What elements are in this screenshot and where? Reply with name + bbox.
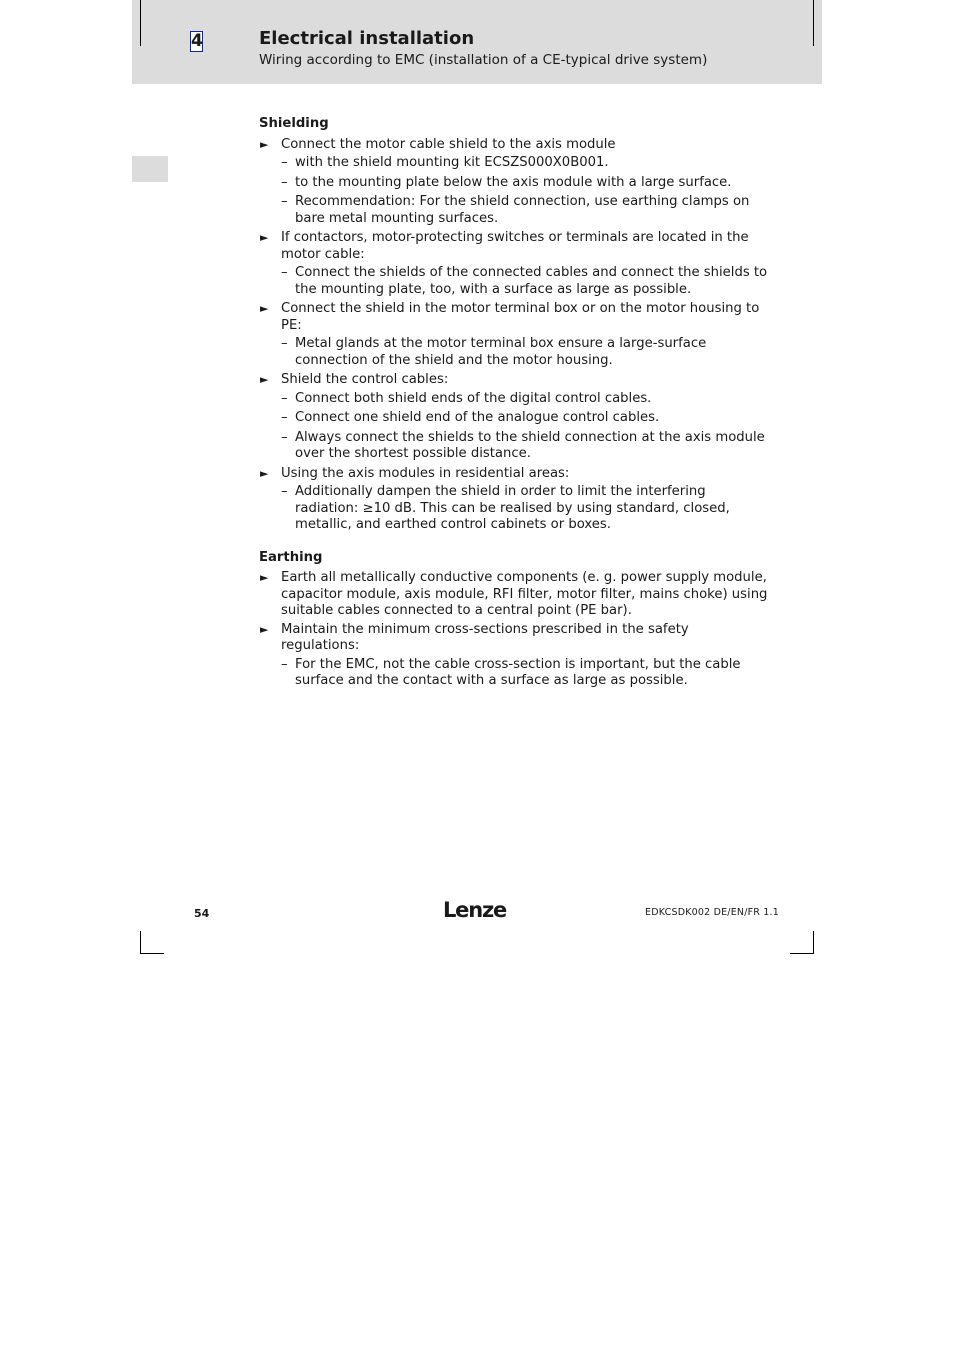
sub-item-text: Always connect the shields to the shield connection at the axis module over the shortest possible distance. [295, 429, 765, 461]
right-triangle-arrow-icon: ► [260, 622, 269, 636]
dash-icon: – [281, 410, 288, 425]
right-triangle-arrow-icon: ► [260, 231, 269, 244]
sub-list-item [281, 410, 769, 427]
sub-list-item [281, 175, 769, 192]
sub-list-item [281, 155, 769, 172]
sub-list [281, 657, 769, 690]
crop-mark-bottom-left-v [140, 931, 141, 954]
crop-mark-bottom-left-h [140, 953, 164, 954]
page-number: 54 [194, 907, 210, 920]
right-triangle-arrow-icon: ► [260, 466, 269, 480]
sub-item-text: Additionally dampen the shield in order to limit the interfering radiation: ≥10 dB. This can be realised by using standard, closed, metallic, and earthed control cabinets or boxes. [295, 484, 730, 532]
crop-mark-bottom-right-h [790, 953, 814, 954]
bullet-list [259, 570, 769, 690]
sub-item-text: Connect both shield ends of the digital control cables. [295, 390, 652, 406]
list-item-text: Connect the motor cable shield to the axis module [281, 136, 616, 152]
sub-list-item [281, 391, 769, 408]
sub-list [281, 155, 769, 227]
document-id: EDKCSDK002 DE/EN/FR 1.1 [645, 907, 780, 918]
sub-item-text: Recommendation: For the shield connection, use earthing clamps on bare metal mounting surfaces. [295, 194, 750, 226]
list-item-text: Using the axis modules in residential areas: [281, 465, 570, 481]
sub-list [281, 484, 769, 534]
header-band [132, 0, 822, 84]
list-item-text: Connect the shield in the motor terminal box or on the motor housing to PE: [281, 301, 760, 333]
dash-icon: – [281, 174, 288, 190]
list-item [259, 372, 769, 463]
section-heading: Shielding [259, 116, 329, 131]
crop-mark-bottom-right-v [813, 931, 814, 954]
right-triangle-arrow-icon: ► [260, 373, 269, 386]
right-triangle-arrow-icon: ► [260, 137, 269, 151]
dash-icon: – [281, 429, 288, 445]
dash-icon: – [281, 390, 288, 406]
list-item [259, 230, 769, 298]
list-item [259, 301, 769, 369]
right-triangle-arrow-icon: ► [260, 571, 269, 584]
dash-icon: – [281, 194, 288, 209]
sub-list-item [281, 430, 769, 463]
sub-list-item [281, 657, 769, 690]
list-item [259, 622, 769, 690]
dash-icon: – [281, 336, 288, 351]
chapter-number-box[interactable]: 4 [191, 31, 203, 51]
right-triangle-arrow-icon: ► [260, 302, 269, 315]
section-shielding [259, 116, 769, 534]
dash-icon: – [281, 155, 288, 170]
sub-item-text: Metal glands at the motor terminal box ensure a large-surface connection of the shield and the motor housing. [295, 336, 707, 368]
sub-list-item [281, 194, 769, 227]
sub-list-item [281, 336, 769, 369]
list-item-text: Earth all metallically conductive components (e. g. power supply module, capacitor module, axis module, RFI filter, motor filter, mains choke) using suitable cables connected to a central point (PE bar). [281, 570, 768, 618]
page-subtitle: Wiring according to EMC (installation of a CE-typical drive system) [259, 52, 708, 68]
sub-list-item [281, 265, 769, 298]
section-heading: Earthing [259, 549, 323, 565]
crop-mark-top-left [140, 0, 141, 46]
list-item [259, 466, 769, 534]
list-item-text: Maintain the minimum cross-sections prescribed in the safety regulations: [281, 621, 689, 653]
sub-list-item [281, 484, 769, 534]
list-item-text: If contactors, motor-protecting switches or terminals are located in the motor cable: [281, 230, 749, 262]
list-item [259, 570, 769, 620]
sub-item-text: Connect one shield end of the analogue control cables. [295, 410, 660, 425]
dash-icon: – [281, 656, 288, 672]
section-earthing [259, 550, 769, 690]
sub-item-text: with the shield mounting kit ECSZS000X0B001. [295, 155, 609, 170]
list-item-text: Shield the control cables: [281, 372, 449, 387]
dash-icon: – [281, 265, 288, 280]
bullet-list [259, 137, 769, 534]
lenze-logo [443, 896, 507, 922]
sub-item-text: to the mounting plate below the axis module with a large surface. [295, 174, 732, 190]
side-tab-marker [132, 156, 168, 182]
page-title: Electrical installation [259, 28, 475, 49]
sub-list [281, 265, 769, 298]
list-item [259, 137, 769, 228]
sub-list [281, 391, 769, 463]
sub-list [281, 336, 769, 369]
logo-text: Lenze [443, 898, 507, 922]
sub-item-text: Connect the shields of the connected cables and connect the shields to the mounting plate, too, with a surface as large as possible. [295, 265, 768, 297]
dash-icon: – [281, 484, 288, 499]
content-body [259, 116, 769, 693]
crop-mark-top-right [813, 0, 814, 46]
sub-item-text: For the EMC, not the cable cross-section is important, but the cable surface and the contact with a surface as large as possible. [295, 656, 741, 688]
